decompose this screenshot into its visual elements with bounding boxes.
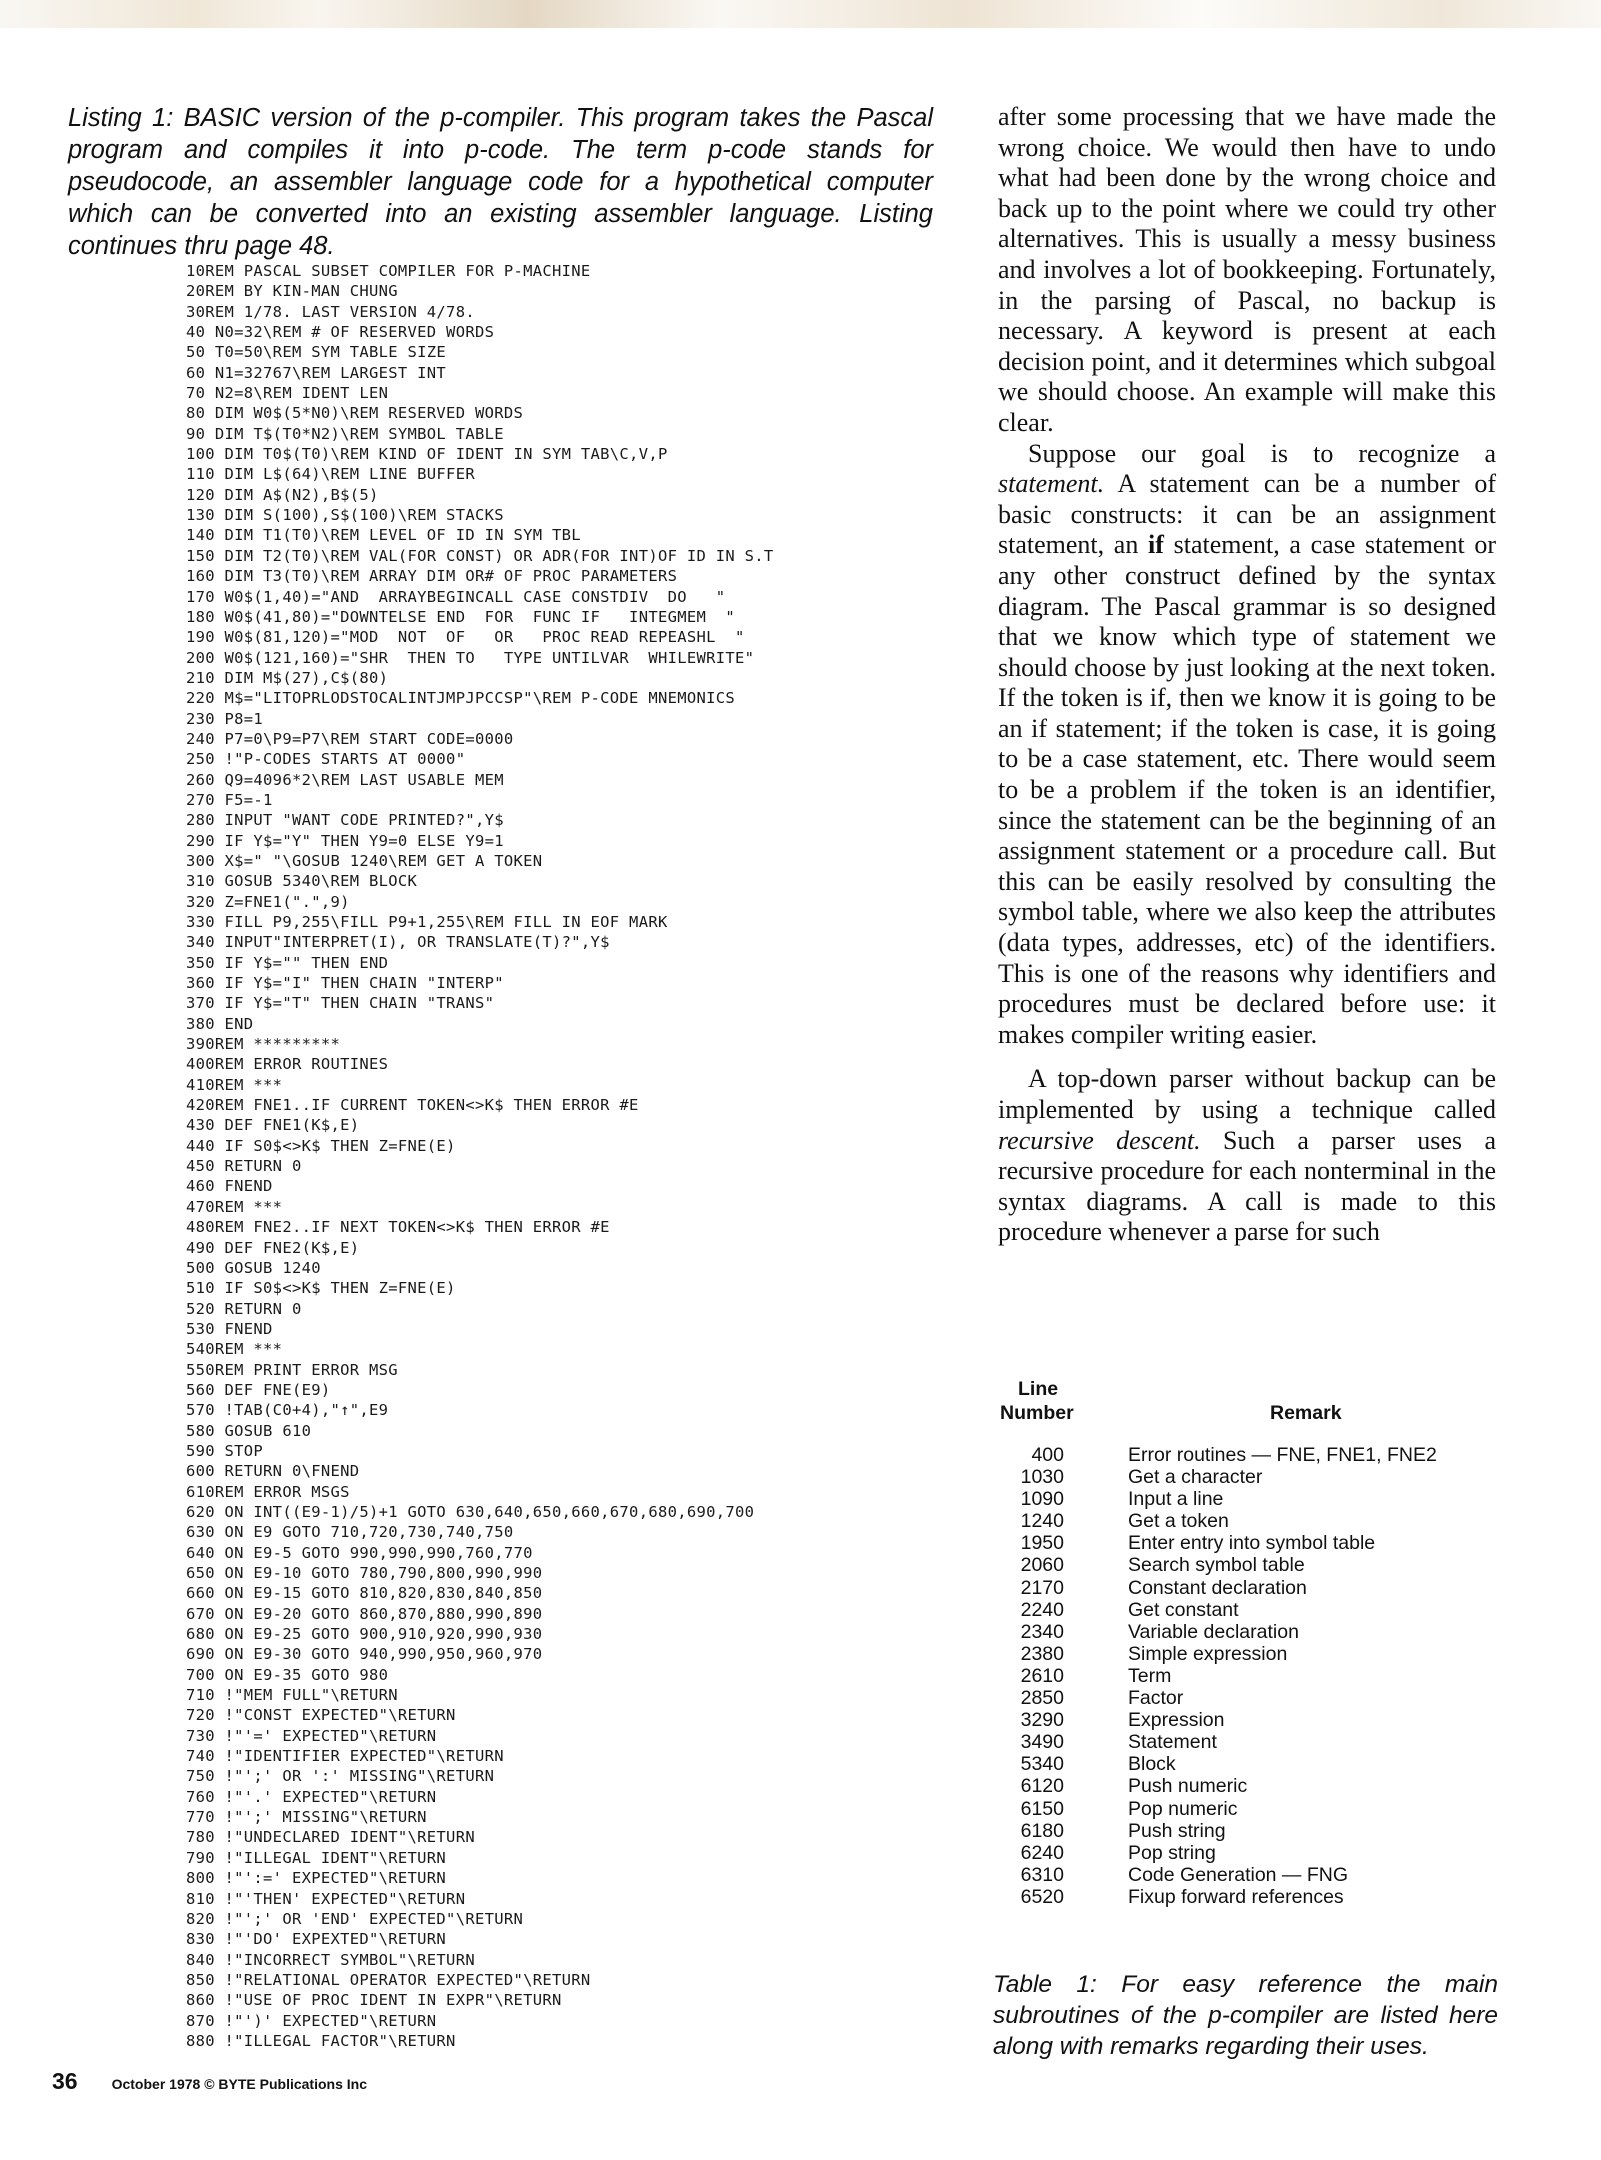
row-remark: Term [1128, 1664, 1172, 1687]
row-line-number: 6240 [1020, 1841, 1064, 1864]
table-row [998, 1643, 1498, 1665]
row-remark: Push numeric [1128, 1775, 1248, 1798]
listing-line: 780 !"UNDECLARED IDENT"\RETURN [186, 1828, 475, 1847]
listing-line: 340 INPUT"INTERPRET(I), OR TRANSLATE(T)?",Y$ [186, 933, 610, 952]
row-line-number: 6180 [1020, 1819, 1064, 1842]
row-remark: Code Generation — FNG [1128, 1863, 1349, 1886]
basic-listing [186, 261, 946, 2051]
table-row [998, 1709, 1498, 1731]
listing-line: 460 FNEND [186, 1177, 273, 1196]
row-remark: Error routines — FNE, FNE1, FNE2 [1128, 1444, 1437, 1466]
row-line-number: 5340 [1020, 1753, 1064, 1776]
p2-text-c: statement, a case statement or any other construct defined by the syntax diagram. The Pascal grammar is so designed that we know which type of statement we should choose by just looking at the next token. If the token is if, then we know it is going to be an if statement; if the token is case, it is going to be a case statement, etc. There would seem to be a problem if the token is an identifier, since the statement can be the beginning of an assignment statement or a procedure call. But this can be easily resolved by consulting the symbol table, where we also keep the attributes (data types, addresses, etc) of the identifiers. This is one of the reasons why identifiers and procedures must be declared before use: it makes compiler writing easier. [998, 530, 1496, 1049]
listing-line: 490 DEF FNE2(K$,E) [186, 1238, 360, 1257]
listing-line: 540REM *** [186, 1340, 283, 1359]
row-line-number: 1950 [1020, 1532, 1064, 1555]
listing-line: 450 RETURN 0 [186, 1157, 302, 1176]
listing-line: 430 DEF FNE1(K$,E) [186, 1116, 360, 1135]
row-line-number: 2850 [1020, 1687, 1064, 1710]
listing-line: 150 DIM T2(T0)\REM VAL(FOR CONST) OR ADR(FOR INT)OF ID IN S.T [186, 546, 774, 565]
listing-line: 700 ON E9-35 GOTO 980 [186, 1665, 389, 1684]
row-remark: Simple expression [1128, 1642, 1288, 1665]
table-header-line: Line [1018, 1378, 1059, 1400]
listing-line: 510 IF S0$<>K$ THEN Z=FNE(E) [186, 1279, 456, 1298]
table-row [998, 1444, 1498, 1466]
row-remark: Fixup forward references [1128, 1885, 1344, 1908]
listing-line: 310 GOSUB 5340\REM BLOCK [186, 872, 418, 891]
table-row [998, 1842, 1498, 1864]
table-row [998, 1665, 1498, 1687]
listing-line: 520 RETURN 0 [186, 1299, 302, 1318]
listing-line: 60 N1=32767\REM LARGEST INT [186, 363, 447, 382]
listing-line: 220 M$="LITOPRLODSTOCALINTJMPJPCCSP"\REM P-CODE MNEMONICS [186, 689, 736, 708]
listing-line: 250 !"P-CODES STARTS AT 0000" [186, 750, 466, 769]
listing-line: 500 GOSUB 1240 [186, 1258, 321, 1277]
article-body-column [998, 102, 1496, 1248]
listing-line: 620 ON INT((E9-1)/5)+1 GOTO 630,640,650,660,670,680,690,700 [186, 1502, 755, 1521]
listing-line: 470REM *** [186, 1197, 283, 1216]
row-remark: Expression [1128, 1709, 1225, 1732]
listing-line: 200 W0$(121,160)="SHR THEN TO TYPE UNTILVAR WHILEWRITE" [186, 648, 755, 667]
body-paragraph-3 [998, 1064, 1496, 1248]
listing-line: 720 !"CONST EXPECTED"\RETURN [186, 1706, 456, 1725]
row-line-number: 400 [1031, 1444, 1064, 1466]
listing-line: 660 ON E9-15 GOTO 810,820,830,840,850 [186, 1584, 543, 1603]
table-row [998, 1488, 1498, 1510]
table-row [998, 1687, 1498, 1709]
table-row [998, 1775, 1498, 1797]
listing-line: 670 ON E9-20 GOTO 860,870,880,990,890 [186, 1604, 543, 1623]
listing-line: 350 IF Y$="" THEN END [186, 953, 389, 972]
table-row [998, 1532, 1498, 1554]
listing-line: 600 RETURN 0\FNEND [186, 1462, 360, 1481]
listing-line: 610REM ERROR MSGS [186, 1482, 350, 1501]
row-line-number: 2170 [1020, 1576, 1064, 1599]
p2-text-b: A statement can be a number of basic constructs: it can be an assignment statement, an [998, 469, 1496, 560]
listing-line: 640 ON E9-5 GOTO 990,990,990,760,770 [186, 1543, 533, 1562]
listing-line: 180 W0$(41,80)="DOWNTELSE END FOR FUNC IF INTEGMEM " [186, 607, 736, 626]
row-line-number: 3290 [1020, 1709, 1064, 1732]
publication-info: October 1978 © BYTE Publications Inc [111, 2076, 367, 2092]
row-line-number: 6520 [1020, 1885, 1064, 1908]
row-remark: Get constant [1128, 1598, 1239, 1621]
listing-line: 810 !"'THEN' EXPECTED"\RETURN [186, 1889, 466, 1908]
listing-line: 840 !"INCORRECT SYMBOL"\RETURN [186, 1950, 475, 1969]
row-remark: Block [1128, 1753, 1176, 1776]
listing-line: 380 END [186, 1014, 254, 1033]
body-paragraph-2 [998, 439, 1496, 1051]
listing-line: 50 T0=50\REM SYM TABLE SIZE [186, 343, 447, 362]
p2-if-keyword: if [1148, 530, 1164, 560]
listing-line: 40 N0=32\REM # OF RESERVED WORDS [186, 323, 495, 342]
listing-line: 550REM PRINT ERROR MSG [186, 1360, 398, 1379]
listing-line: 30REM 1/78. LAST VERSION 4/78. [186, 302, 475, 321]
listing-line: 760 !"'.' EXPECTED"\RETURN [186, 1787, 437, 1806]
table-row [998, 1864, 1498, 1886]
row-remark: Variable declaration [1128, 1620, 1299, 1643]
listing-caption: Listing 1: BASIC version of the p-compiler. This program takes the Pascal program and compiles it into p-code. The term p-code stands for pseudocode, an assembler language code for a hypothetical computer which can be converted into an existing assembler language. Listing continues thru page 48. [68, 104, 933, 260]
row-remark: Get a token [1128, 1510, 1229, 1533]
row-line-number: 1030 [1020, 1466, 1064, 1489]
row-remark: Push string [1128, 1819, 1226, 1842]
listing-line: 170 W0$(1,40)="AND ARRAYBEGINCALL CASE CONSTDIV DO " [186, 587, 726, 606]
listing-line: 650 ON E9-10 GOTO 780,790,800,990,990 [186, 1564, 543, 1582]
listing-line: 210 DIM M$(27),C$(80) [186, 668, 389, 687]
listing-line: 680 ON E9-25 GOTO 900,910,920,990,930 [186, 1625, 543, 1644]
listing-line: 260 Q9=4096*2\REM LAST USABLE MEM [186, 770, 504, 789]
listing-line: 400REM ERROR ROUTINES [186, 1055, 389, 1074]
listing-line: 790 !"ILLEGAL IDENT"\RETURN [186, 1848, 447, 1867]
listing-line: 390REM ********* [186, 1035, 341, 1054]
listing-line: 730 !"'=' EXPECTED"\RETURN [186, 1726, 437, 1745]
table-row [998, 1599, 1498, 1621]
row-line-number: 6150 [1020, 1797, 1064, 1820]
row-remark: Statement [1128, 1731, 1217, 1754]
table-caption: Table 1: For easy reference the main subroutines of the p-compiler are listed here along with remarks regarding their uses. [993, 1970, 1498, 2060]
row-line-number: 2240 [1020, 1598, 1064, 1621]
table-row [998, 1466, 1498, 1488]
page-footer [52, 2068, 367, 2095]
table-row [998, 1510, 1498, 1532]
listing-line: 410REM *** [186, 1075, 283, 1094]
p3-emphasis: recursive descent. [998, 1125, 1201, 1155]
listing-line: 270 F5=-1 [186, 790, 273, 809]
row-line-number: 1090 [1020, 1488, 1064, 1511]
listing-line: 320 Z=FNE1(".",9) [186, 892, 350, 911]
listing-line: 20REM BY KIN-MAN CHUNG [186, 282, 398, 301]
listing-line: 820 !"';' OR 'END' EXPECTED"\RETURN [186, 1909, 524, 1928]
table-row [998, 1731, 1498, 1753]
listing-line: 240 P7=0\P9=P7\REM START CODE=0000 [186, 729, 514, 748]
listing-line: 120 DIM A$(N2),B$(5) [186, 485, 379, 504]
p2-emphasis: statement. [998, 469, 1105, 499]
table-row [998, 1886, 1498, 1908]
table-row [998, 1554, 1498, 1576]
listing-line: 420REM FNE1..IF CURRENT TOKEN<>K$ THEN ERROR #E [186, 1096, 639, 1115]
listing-line: 750 !"';' OR ':' MISSING"\RETURN [186, 1767, 495, 1786]
listing-line: 570 !TAB(C0+4),"↑",E9 [186, 1401, 389, 1420]
listing-line: 160 DIM T3(T0)\REM ARRAY DIM OR# OF PROC PARAMETERS [186, 567, 678, 586]
listing-line: 590 STOP [186, 1441, 264, 1460]
listing-line: 850 !"RELATIONAL OPERATOR EXPECTED"\RETURN [186, 1970, 591, 1989]
row-line-number: 1240 [1020, 1510, 1064, 1533]
listing-line: 440 IF S0$<>K$ THEN Z=FNE(E) [186, 1136, 456, 1155]
listing-line: 710 !"MEM FULL"\RETURN [186, 1686, 398, 1705]
row-remark: Enter entry into symbol table [1128, 1532, 1376, 1555]
listing-line: 300 X$=" "\GOSUB 1240\REM GET A TOKEN [186, 851, 543, 870]
listing-line: 330 FILL P9,255\FILL P9+1,255\REM FILL IN EOF MARK [186, 913, 668, 931]
page-number: 36 [52, 2068, 78, 2094]
table-header-number: Number [1000, 1402, 1074, 1424]
listing-line: 140 DIM T1(T0)\REM LEVEL OF ID IN SYM TBL [186, 526, 581, 545]
listing-line: 690 ON E9-30 GOTO 940,990,950,960,970 [186, 1645, 543, 1664]
listing-line: 110 DIM L$(64)\REM LINE BUFFER [186, 465, 475, 484]
row-remark: Factor [1128, 1687, 1184, 1710]
p3-text-b: Such a parser uses a recursive procedure for each nonterminal in the syntax diagrams. A call is made to this procedure whenever a parse for such [998, 1125, 1496, 1247]
listing-line: 10REM PASCAL SUBSET COMPILER FOR P-MACHINE [186, 262, 591, 280]
row-remark: Constant declaration [1128, 1576, 1307, 1599]
row-line-number: 2340 [1020, 1620, 1064, 1643]
row-line-number: 2380 [1020, 1642, 1064, 1665]
table-row [998, 1621, 1498, 1643]
listing-line: 800 !"':=' EXPECTED"\RETURN [186, 1869, 447, 1888]
table-row [998, 1798, 1498, 1820]
listing-line: 580 GOSUB 610 [186, 1421, 312, 1440]
row-remark: Search symbol table [1128, 1554, 1305, 1577]
row-line-number: 6120 [1020, 1775, 1064, 1798]
listing-line: 90 DIM T$(T0*N2)\REM SYMBOL TABLE [186, 424, 504, 443]
listing-line: 830 !"'DO' EXPEXTED"\RETURN [186, 1930, 447, 1949]
p3-text-a: A top-down parser without backup can be implemented by using a technique called [998, 1064, 1496, 1124]
listing-line: 740 !"IDENTIFIER EXPECTED"\RETURN [186, 1747, 504, 1766]
row-remark: Get a character [1128, 1466, 1263, 1489]
listing-line: 860 !"USE OF PROC IDENT IN EXPR"\RETURN [186, 1991, 562, 2010]
listing-line: 280 INPUT "WANT CODE PRINTED?",Y$ [186, 811, 504, 830]
listing-line: 530 FNEND [186, 1319, 273, 1338]
listing-line: 560 DEF FNE(E9) [186, 1380, 331, 1399]
listing-line: 630 ON E9 GOTO 710,720,730,740,750 [186, 1523, 514, 1542]
table-row [998, 1820, 1498, 1842]
table-row [998, 1577, 1498, 1599]
listing-line: 870 !"')' EXPECTED"\RETURN [186, 2011, 437, 2030]
table-header-remark: Remark [1270, 1402, 1342, 1424]
row-line-number: 2610 [1020, 1664, 1064, 1687]
table-row [998, 1753, 1498, 1775]
listing-line: 190 W0$(81,120)="MOD NOT OF OR PROC READ REPEASHL " [186, 628, 745, 647]
top-scan-strip [0, 0, 1601, 28]
listing-line: 130 DIM S(100),S$(100)\REM STACKS [186, 506, 504, 525]
row-line-number: 6310 [1020, 1863, 1064, 1886]
row-remark: Pop numeric [1128, 1797, 1238, 1820]
table-rows [998, 1444, 1498, 1908]
row-remark: Pop string [1128, 1841, 1216, 1864]
listing-line: 770 !"';' MISSING"\RETURN [186, 1808, 427, 1827]
body-paragraph-1: after some processing that we have made the wrong choice. We would then have to undo what had been done by the wrong choice and back up to the point where we could try other alternatives. This is usually a messy business and involves a lot of bookkeeping. Fortunately, in the parsing of Pascal, no backup is necessary. A keyword is present at each decision point, and it determines which subgoal we should choose. An example will make this clear. [998, 102, 1496, 437]
listing-line: 370 IF Y$="T" THEN CHAIN "TRANS" [186, 994, 495, 1013]
listing-line: 230 P8=1 [186, 709, 264, 728]
row-remark: Input a line [1128, 1488, 1224, 1511]
row-line-number: 3490 [1020, 1731, 1064, 1754]
row-line-number: 2060 [1020, 1554, 1064, 1577]
listing-line: 360 IF Y$="I" THEN CHAIN "INTERP" [186, 974, 504, 993]
listing-line: 100 DIM T0$(T0)\REM KIND OF IDENT IN SYM TAB\C,V,P [186, 445, 668, 464]
listing-line: 880 !"ILLEGAL FACTOR"\RETURN [186, 2031, 456, 2050]
listing-line: 480REM FNE2..IF NEXT TOKEN<>K$ THEN ERROR #E [186, 1218, 610, 1237]
p2-text-a: Suppose our goal is to recognize a [1028, 438, 1496, 468]
listing-line: 80 DIM W0$(5*N0)\REM RESERVED WORDS [186, 404, 524, 423]
listing-line: 70 N2=8\REM IDENT LEN [186, 384, 389, 403]
listing-line: 290 IF Y$="Y" THEN Y9=0 ELSE Y9=1 [186, 831, 504, 850]
